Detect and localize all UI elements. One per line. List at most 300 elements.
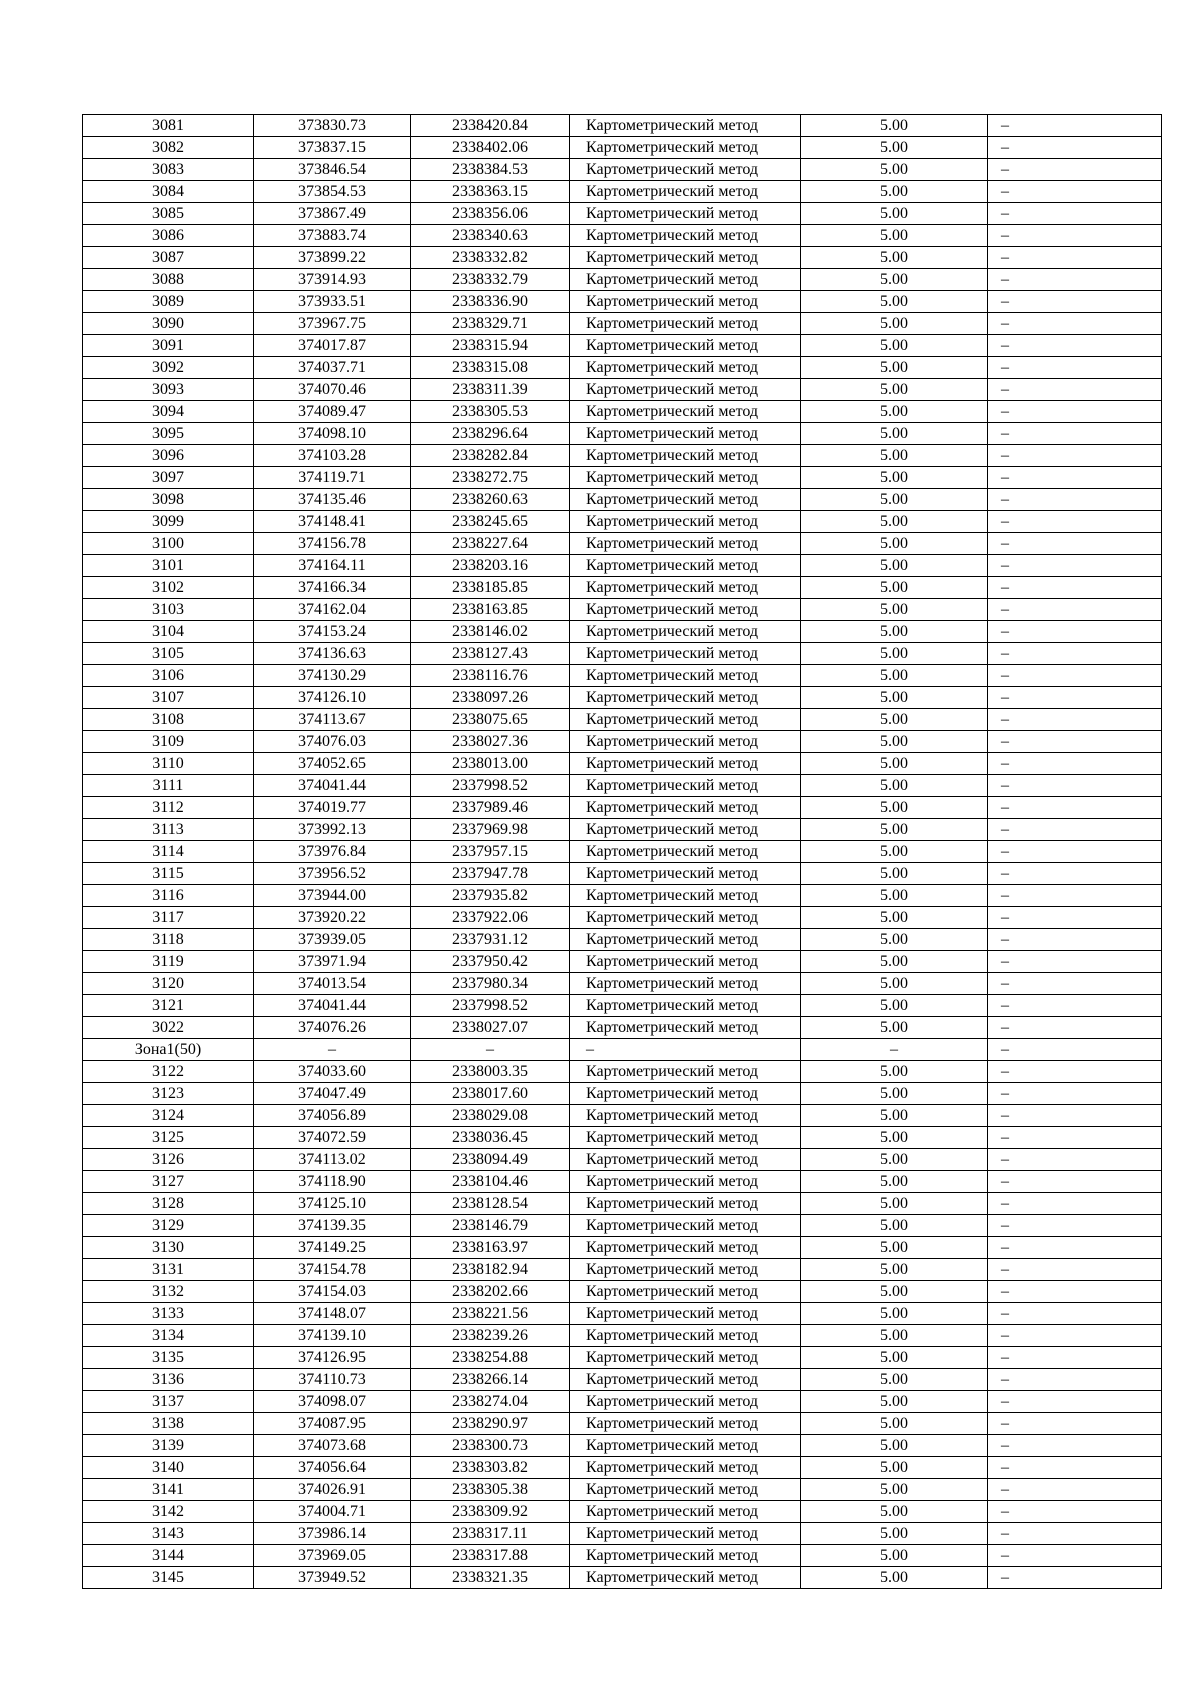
description-cell: – <box>988 1369 1162 1391</box>
table-row <box>83 379 1162 401</box>
y-coordinate-cell: 2338321.35 <box>411 1567 570 1589</box>
description-cell: – <box>988 1391 1162 1413</box>
y-coordinate-cell: 2338003.35 <box>411 1061 570 1083</box>
point-number-cell: 3133 <box>83 1303 254 1325</box>
x-coordinate-cell: 374118.90 <box>254 1171 411 1193</box>
description-cell: – <box>988 1237 1162 1259</box>
accuracy-cell: 5.00 <box>801 269 988 291</box>
table-row <box>83 687 1162 709</box>
x-coordinate-cell: 374136.63 <box>254 643 411 665</box>
y-coordinate-cell: 2337931.12 <box>411 929 570 951</box>
accuracy-cell: 5.00 <box>801 313 988 335</box>
description-cell: – <box>988 1479 1162 1501</box>
x-coordinate-cell: 374047.49 <box>254 1083 411 1105</box>
y-coordinate-cell: 2338094.49 <box>411 1149 570 1171</box>
point-number-cell: 3089 <box>83 291 254 313</box>
description-cell: – <box>988 313 1162 335</box>
description-cell: – <box>988 555 1162 577</box>
method-cell: Картометрический метод <box>570 709 801 731</box>
x-coordinate-cell: 374154.03 <box>254 1281 411 1303</box>
table-row <box>83 115 1162 137</box>
method-cell: Картометрический метод <box>570 159 801 181</box>
method-cell: Картометрический метод <box>570 247 801 269</box>
y-coordinate-cell: 2338332.79 <box>411 269 570 291</box>
y-coordinate-cell: 2338317.11 <box>411 1523 570 1545</box>
y-coordinate-cell: 2338163.97 <box>411 1237 570 1259</box>
table-row <box>83 467 1162 489</box>
point-number-cell: 3100 <box>83 533 254 555</box>
table-row <box>83 1347 1162 1369</box>
method-cell: Картометрический метод <box>570 467 801 489</box>
method-cell: Картометрический метод <box>570 1259 801 1281</box>
description-cell: – <box>988 797 1162 819</box>
description-cell: – <box>988 753 1162 775</box>
point-number-cell: 3082 <box>83 137 254 159</box>
accuracy-cell: 5.00 <box>801 973 988 995</box>
table-row <box>83 1105 1162 1127</box>
method-cell: Картометрический метод <box>570 731 801 753</box>
accuracy-cell: – <box>801 1039 988 1061</box>
accuracy-cell: 5.00 <box>801 1413 988 1435</box>
point-number-cell: 3099 <box>83 511 254 533</box>
description-cell: – <box>988 115 1162 137</box>
description-cell: – <box>988 1501 1162 1523</box>
table-body <box>83 115 1162 1589</box>
y-coordinate-cell: 2338305.53 <box>411 401 570 423</box>
method-cell: Картометрический метод <box>570 665 801 687</box>
method-cell: Картометрический метод <box>570 621 801 643</box>
point-number-cell: 3084 <box>83 181 254 203</box>
x-coordinate-cell: 374017.87 <box>254 335 411 357</box>
x-coordinate-cell: 373971.94 <box>254 951 411 973</box>
table-row <box>83 907 1162 929</box>
point-number-cell: 3103 <box>83 599 254 621</box>
x-coordinate-cell: 374119.71 <box>254 467 411 489</box>
x-coordinate-cell: 374098.10 <box>254 423 411 445</box>
y-coordinate-cell: 2337998.52 <box>411 775 570 797</box>
point-number-cell: 3106 <box>83 665 254 687</box>
accuracy-cell: 5.00 <box>801 599 988 621</box>
table-row <box>83 885 1162 907</box>
table-row <box>83 1193 1162 1215</box>
accuracy-cell: 5.00 <box>801 1523 988 1545</box>
x-coordinate-cell: 374130.29 <box>254 665 411 687</box>
x-coordinate-cell: 374126.10 <box>254 687 411 709</box>
y-coordinate-cell: 2338146.79 <box>411 1215 570 1237</box>
table-row <box>83 753 1162 775</box>
y-coordinate-cell: 2337998.52 <box>411 995 570 1017</box>
accuracy-cell: 5.00 <box>801 1391 988 1413</box>
table-row <box>83 1083 1162 1105</box>
point-number-cell: 3131 <box>83 1259 254 1281</box>
accuracy-cell: 5.00 <box>801 1083 988 1105</box>
point-number-cell: 3096 <box>83 445 254 467</box>
y-coordinate-cell: 2338029.08 <box>411 1105 570 1127</box>
table-row <box>83 247 1162 269</box>
accuracy-cell: 5.00 <box>801 1281 988 1303</box>
x-coordinate-cell: 374153.24 <box>254 621 411 643</box>
method-cell: Картометрический метод <box>570 643 801 665</box>
x-coordinate-cell: 374139.10 <box>254 1325 411 1347</box>
description-cell: – <box>988 181 1162 203</box>
y-coordinate-cell: 2338245.65 <box>411 511 570 533</box>
description-cell: – <box>988 291 1162 313</box>
point-number-cell: 3126 <box>83 1149 254 1171</box>
x-coordinate-cell: 373967.75 <box>254 313 411 335</box>
accuracy-cell: 5.00 <box>801 1457 988 1479</box>
method-cell: Картометрический метод <box>570 203 801 225</box>
table-row <box>83 1325 1162 1347</box>
y-coordinate-cell: 2338272.75 <box>411 467 570 489</box>
description-cell: – <box>988 1039 1162 1061</box>
accuracy-cell: 5.00 <box>801 1171 988 1193</box>
table-row <box>83 819 1162 841</box>
y-coordinate-cell: 2338420.84 <box>411 115 570 137</box>
table-row <box>83 1061 1162 1083</box>
accuracy-cell: 5.00 <box>801 423 988 445</box>
accuracy-cell: 5.00 <box>801 709 988 731</box>
table-row <box>83 533 1162 555</box>
table-row <box>83 1369 1162 1391</box>
point-number-cell: 3134 <box>83 1325 254 1347</box>
point-number-cell: 3122 <box>83 1061 254 1083</box>
table-row <box>83 357 1162 379</box>
point-number-cell: 3139 <box>83 1435 254 1457</box>
x-coordinate-cell: 373830.73 <box>254 115 411 137</box>
method-cell: Картометрический метод <box>570 1567 801 1589</box>
x-coordinate-cell: 373914.93 <box>254 269 411 291</box>
method-cell: Картометрический метод <box>570 115 801 137</box>
x-coordinate-cell: 374156.78 <box>254 533 411 555</box>
y-coordinate-cell: 2338340.63 <box>411 225 570 247</box>
table-row <box>83 1523 1162 1545</box>
x-coordinate-cell: 374076.26 <box>254 1017 411 1039</box>
y-coordinate-cell: 2338336.90 <box>411 291 570 313</box>
y-coordinate-cell: 2338290.97 <box>411 1413 570 1435</box>
table-row <box>83 159 1162 181</box>
accuracy-cell: 5.00 <box>801 929 988 951</box>
description-cell: – <box>988 973 1162 995</box>
description-cell: – <box>988 731 1162 753</box>
method-cell: Картометрический метод <box>570 1325 801 1347</box>
method-cell: Картометрический метод <box>570 687 801 709</box>
method-cell: Картометрический метод <box>570 929 801 951</box>
x-coordinate-cell: 374041.44 <box>254 995 411 1017</box>
table-row <box>83 445 1162 467</box>
y-coordinate-cell: 2338182.94 <box>411 1259 570 1281</box>
method-cell: Картометрический метод <box>570 1105 801 1127</box>
table-row <box>83 1413 1162 1435</box>
y-coordinate-cell: 2337957.15 <box>411 841 570 863</box>
table-row <box>83 401 1162 423</box>
y-coordinate-cell: 2338296.64 <box>411 423 570 445</box>
point-number-cell: 3136 <box>83 1369 254 1391</box>
method-cell: Картометрический метод <box>570 577 801 599</box>
x-coordinate-cell: – <box>254 1039 411 1061</box>
description-cell: – <box>988 1545 1162 1567</box>
method-cell: Картометрический метод <box>570 335 801 357</box>
x-coordinate-cell: 374110.73 <box>254 1369 411 1391</box>
method-cell: Картометрический метод <box>570 1127 801 1149</box>
point-number-cell: 3114 <box>83 841 254 863</box>
y-coordinate-cell: 2338315.08 <box>411 357 570 379</box>
accuracy-cell: 5.00 <box>801 555 988 577</box>
method-cell: Картометрический метод <box>570 511 801 533</box>
description-cell: – <box>988 1083 1162 1105</box>
point-number-cell: 3121 <box>83 995 254 1017</box>
x-coordinate-cell: 374125.10 <box>254 1193 411 1215</box>
table-row <box>83 555 1162 577</box>
y-coordinate-cell: 2338363.15 <box>411 181 570 203</box>
table-row <box>83 577 1162 599</box>
method-cell: Картометрический метод <box>570 775 801 797</box>
method-cell: Картометрический метод <box>570 1435 801 1457</box>
y-coordinate-cell: 2338239.26 <box>411 1325 570 1347</box>
point-number-cell: 3108 <box>83 709 254 731</box>
y-coordinate-cell: 2337950.42 <box>411 951 570 973</box>
x-coordinate-cell: 374148.41 <box>254 511 411 533</box>
table-row <box>83 1435 1162 1457</box>
point-number-cell: 3097 <box>83 467 254 489</box>
method-cell: Картометрический метод <box>570 885 801 907</box>
x-coordinate-cell: 374004.71 <box>254 1501 411 1523</box>
description-cell: – <box>988 137 1162 159</box>
y-coordinate-cell: 2338329.71 <box>411 313 570 335</box>
description-cell: – <box>988 951 1162 973</box>
x-coordinate-cell: 374164.11 <box>254 555 411 577</box>
x-coordinate-cell: 374089.47 <box>254 401 411 423</box>
description-cell: – <box>988 1105 1162 1127</box>
point-number-cell: 3130 <box>83 1237 254 1259</box>
y-coordinate-cell: 2338305.38 <box>411 1479 570 1501</box>
description-cell: – <box>988 1303 1162 1325</box>
y-coordinate-cell: 2338315.94 <box>411 335 570 357</box>
x-coordinate-cell: 374126.95 <box>254 1347 411 1369</box>
point-number-cell: 3088 <box>83 269 254 291</box>
description-cell: – <box>988 1171 1162 1193</box>
accuracy-cell: 5.00 <box>801 533 988 555</box>
method-cell: Картометрический метод <box>570 1391 801 1413</box>
table-row <box>83 973 1162 995</box>
description-cell: – <box>988 159 1162 181</box>
y-coordinate-cell: 2338036.45 <box>411 1127 570 1149</box>
x-coordinate-cell: 374037.71 <box>254 357 411 379</box>
x-coordinate-cell: 373939.05 <box>254 929 411 951</box>
y-coordinate-cell: 2338163.85 <box>411 599 570 621</box>
description-cell: – <box>988 907 1162 929</box>
method-cell: Картометрический метод <box>570 907 801 929</box>
point-number-cell: 3128 <box>83 1193 254 1215</box>
accuracy-cell: 5.00 <box>801 1435 988 1457</box>
table-row <box>83 1215 1162 1237</box>
table-row <box>83 775 1162 797</box>
accuracy-cell: 5.00 <box>801 357 988 379</box>
y-coordinate-cell: 2337935.82 <box>411 885 570 907</box>
method-cell: – <box>570 1039 801 1061</box>
table-row <box>83 1501 1162 1523</box>
description-cell: – <box>988 335 1162 357</box>
accuracy-cell: 5.00 <box>801 203 988 225</box>
point-number-cell: 3115 <box>83 863 254 885</box>
description-cell: – <box>988 203 1162 225</box>
table-row <box>83 1567 1162 1589</box>
y-coordinate-cell: 2338221.56 <box>411 1303 570 1325</box>
description-cell: – <box>988 401 1162 423</box>
method-cell: Картометрический метод <box>570 1479 801 1501</box>
x-coordinate-cell: 374076.03 <box>254 731 411 753</box>
x-coordinate-cell: 373867.49 <box>254 203 411 225</box>
accuracy-cell: 5.00 <box>801 247 988 269</box>
point-number-cell: 3095 <box>83 423 254 445</box>
y-coordinate-cell: 2338017.60 <box>411 1083 570 1105</box>
y-coordinate-cell: 2337969.98 <box>411 819 570 841</box>
table-row <box>83 1039 1162 1061</box>
point-number-cell: 3145 <box>83 1567 254 1589</box>
table-row <box>83 1457 1162 1479</box>
description-cell: – <box>988 1061 1162 1083</box>
x-coordinate-cell: 374072.59 <box>254 1127 411 1149</box>
method-cell: Картометрический метод <box>570 269 801 291</box>
y-coordinate-cell: 2337980.34 <box>411 973 570 995</box>
point-number-cell: 3092 <box>83 357 254 379</box>
point-number-cell: 3094 <box>83 401 254 423</box>
y-coordinate-cell: 2338116.76 <box>411 665 570 687</box>
y-coordinate-cell: 2338075.65 <box>411 709 570 731</box>
y-coordinate-cell: 2338332.82 <box>411 247 570 269</box>
point-number-cell: 3107 <box>83 687 254 709</box>
description-cell: – <box>988 1281 1162 1303</box>
accuracy-cell: 5.00 <box>801 467 988 489</box>
y-coordinate-cell: 2338402.06 <box>411 137 570 159</box>
description-cell: – <box>988 1325 1162 1347</box>
y-coordinate-cell: 2338266.14 <box>411 1369 570 1391</box>
method-cell: Картометрический метод <box>570 951 801 973</box>
x-coordinate-cell: 373920.22 <box>254 907 411 929</box>
x-coordinate-cell: 373899.22 <box>254 247 411 269</box>
point-number-cell: 3022 <box>83 1017 254 1039</box>
point-number-cell: 3085 <box>83 203 254 225</box>
description-cell: – <box>988 1193 1162 1215</box>
description-cell: – <box>988 621 1162 643</box>
point-number-cell: 3102 <box>83 577 254 599</box>
method-cell: Картометрический метод <box>570 973 801 995</box>
method-cell: Картометрический метод <box>570 1413 801 1435</box>
accuracy-cell: 5.00 <box>801 1149 988 1171</box>
accuracy-cell: 5.00 <box>801 753 988 775</box>
x-coordinate-cell: 374056.89 <box>254 1105 411 1127</box>
y-coordinate-cell: 2338260.63 <box>411 489 570 511</box>
y-coordinate-cell: 2338203.16 <box>411 555 570 577</box>
point-number-cell: 3105 <box>83 643 254 665</box>
method-cell: Картометрический метод <box>570 357 801 379</box>
table-row <box>83 335 1162 357</box>
x-coordinate-cell: 374162.04 <box>254 599 411 621</box>
method-cell: Картометрический метод <box>570 401 801 423</box>
method-cell: Картометрический метод <box>570 1523 801 1545</box>
accuracy-cell: 5.00 <box>801 577 988 599</box>
description-cell: – <box>988 423 1162 445</box>
table-row <box>83 511 1162 533</box>
coordinates-table <box>82 114 1162 1589</box>
point-number-cell: 3091 <box>83 335 254 357</box>
accuracy-cell: 5.00 <box>801 1567 988 1589</box>
description-cell: – <box>988 1413 1162 1435</box>
table-row <box>83 929 1162 951</box>
y-coordinate-cell: 2338027.36 <box>411 731 570 753</box>
table-row <box>83 731 1162 753</box>
x-coordinate-cell: 374073.68 <box>254 1435 411 1457</box>
method-cell: Картометрический метод <box>570 1017 801 1039</box>
description-cell: – <box>988 1127 1162 1149</box>
table-row <box>83 797 1162 819</box>
accuracy-cell: 5.00 <box>801 511 988 533</box>
accuracy-cell: 5.00 <box>801 665 988 687</box>
x-coordinate-cell: 374026.91 <box>254 1479 411 1501</box>
accuracy-cell: 5.00 <box>801 621 988 643</box>
accuracy-cell: 5.00 <box>801 819 988 841</box>
description-cell: – <box>988 687 1162 709</box>
description-cell: – <box>988 1457 1162 1479</box>
x-coordinate-cell: 374041.44 <box>254 775 411 797</box>
table-row <box>83 203 1162 225</box>
description-cell: – <box>988 1149 1162 1171</box>
method-cell: Картометрический метод <box>570 379 801 401</box>
description-cell: – <box>988 775 1162 797</box>
description-cell: – <box>988 489 1162 511</box>
description-cell: – <box>988 599 1162 621</box>
y-coordinate-cell: 2338317.88 <box>411 1545 570 1567</box>
accuracy-cell: 5.00 <box>801 775 988 797</box>
x-coordinate-cell: 374098.07 <box>254 1391 411 1413</box>
point-number-cell: 3109 <box>83 731 254 753</box>
point-number-cell: 3083 <box>83 159 254 181</box>
table-row <box>83 863 1162 885</box>
accuracy-cell: 5.00 <box>801 1215 988 1237</box>
point-number-cell: 3140 <box>83 1457 254 1479</box>
method-cell: Картометрический метод <box>570 225 801 247</box>
point-number-cell: 3118 <box>83 929 254 951</box>
x-coordinate-cell: 374013.54 <box>254 973 411 995</box>
accuracy-cell: 5.00 <box>801 1237 988 1259</box>
point-number-cell: 3093 <box>83 379 254 401</box>
y-coordinate-cell: 2338356.06 <box>411 203 570 225</box>
table-row <box>83 313 1162 335</box>
point-number-cell: 3135 <box>83 1347 254 1369</box>
method-cell: Картометрический метод <box>570 1281 801 1303</box>
y-coordinate-cell: 2338300.73 <box>411 1435 570 1457</box>
accuracy-cell: 5.00 <box>801 1303 988 1325</box>
method-cell: Картометрический метод <box>570 423 801 445</box>
method-cell: Картометрический метод <box>570 753 801 775</box>
table-row <box>83 1391 1162 1413</box>
description-cell: – <box>988 577 1162 599</box>
y-coordinate-cell: 2338309.92 <box>411 1501 570 1523</box>
y-coordinate-cell: 2337989.46 <box>411 797 570 819</box>
method-cell: Картометрический метод <box>570 841 801 863</box>
method-cell: Картометрический метод <box>570 1545 801 1567</box>
accuracy-cell: 5.00 <box>801 159 988 181</box>
table-row <box>83 1171 1162 1193</box>
x-coordinate-cell: 373986.14 <box>254 1523 411 1545</box>
accuracy-cell: 5.00 <box>801 643 988 665</box>
description-cell: – <box>988 1259 1162 1281</box>
description-cell: – <box>988 247 1162 269</box>
accuracy-cell: 5.00 <box>801 1061 988 1083</box>
x-coordinate-cell: 374019.77 <box>254 797 411 819</box>
x-coordinate-cell: 373846.54 <box>254 159 411 181</box>
x-coordinate-cell: 373976.84 <box>254 841 411 863</box>
x-coordinate-cell: 374052.65 <box>254 753 411 775</box>
